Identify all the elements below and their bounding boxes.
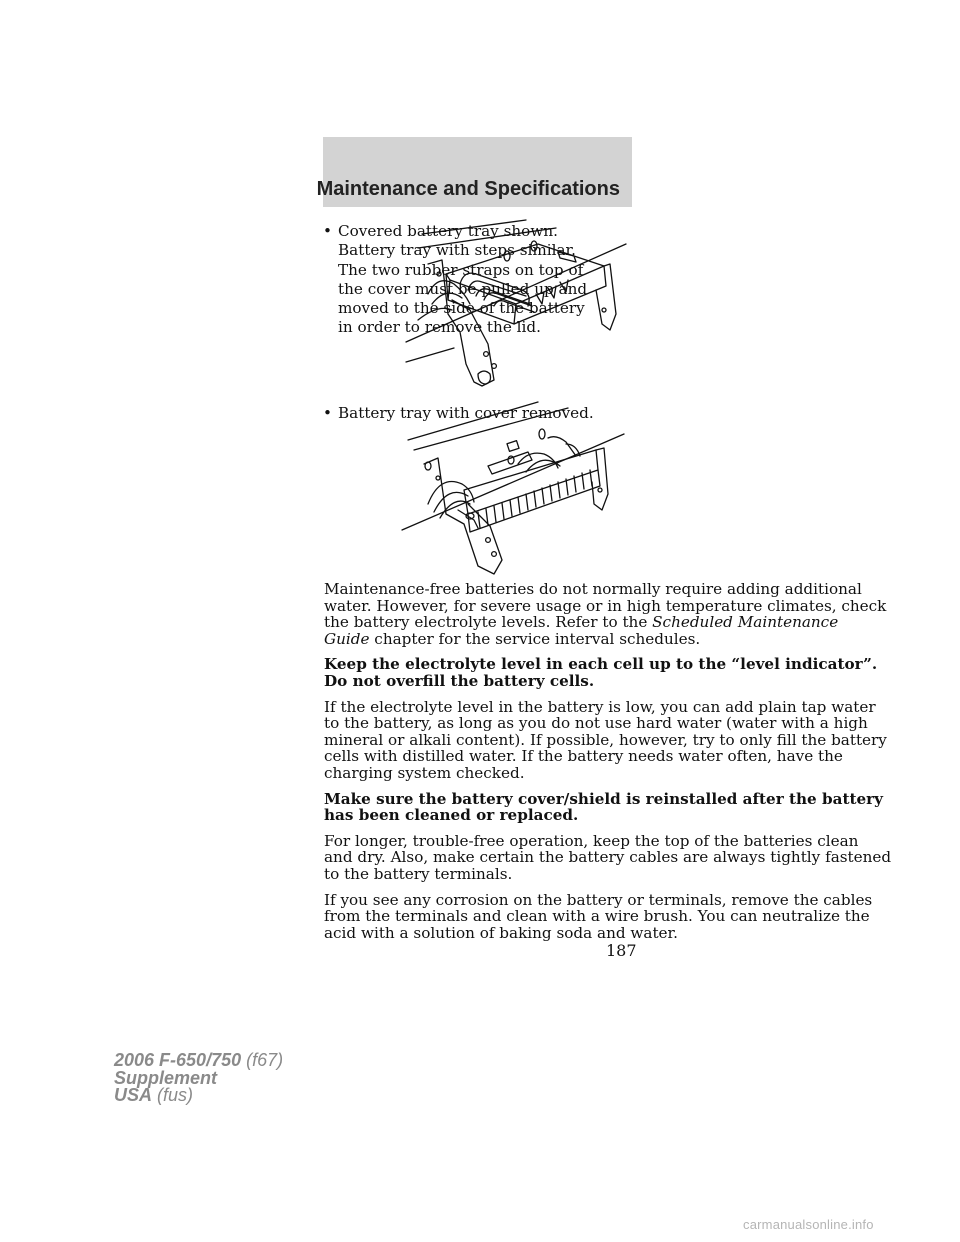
paragraph-keep-clean [324, 831, 892, 883]
text-line: acid with a solution of baking soda and water. [324, 923, 678, 942]
text-line: cells with distilled water. If the battery needs water often, have the [324, 747, 843, 766]
bullet-line: Battery tray with steps similar. [338, 241, 576, 260]
text-line: mineral or alkali content). If possible, however, try to only fill the battery [324, 730, 887, 749]
page-number: 187 [606, 941, 637, 960]
guide-reference: Guide [324, 629, 370, 648]
text-line: charging system checked. [324, 763, 525, 782]
footer-model-code: (f67) [241, 1050, 284, 1070]
text-line: Keep the electrolyte level in each cell up to the “level indicator”. [324, 655, 878, 674]
footer-region-code: (fus) [152, 1085, 194, 1105]
bullet-marker: • [323, 222, 332, 240]
bullet-line: Battery tray with cover removed. [338, 404, 594, 422]
paragraph-maintenance-free [324, 580, 887, 648]
text-line: If you see any corrosion on the battery or terminals, remove the cables [324, 890, 873, 909]
bullet-line: the cover must be pulled up and [338, 279, 588, 298]
footer-region: USA [114, 1085, 153, 1105]
document-footer [114, 1052, 283, 1105]
text-line [324, 629, 701, 648]
bullet-marker: • [323, 404, 332, 422]
footer-doc: Supplement [114, 1067, 218, 1088]
text-line: has been cleaned or replaced. [324, 806, 579, 825]
bullet-line: in order to remove the lid. [338, 318, 541, 337]
text-line: to the battery terminals. [324, 864, 513, 883]
text-line [324, 613, 839, 632]
body-text [324, 580, 892, 950]
footer-model-line [114, 1052, 283, 1070]
section-header-band [316, 137, 632, 207]
text-line: Make sure the battery cover/shield is reinstalled after the battery [324, 789, 883, 808]
text-line: Maintenance-free batteries do not normally require adding additional [324, 580, 862, 598]
bullet-line: moved to the side of the battery [338, 299, 585, 318]
guide-reference: Scheduled Maintenance [652, 613, 839, 632]
footer-region-line [114, 1087, 283, 1105]
paragraph-corrosion [324, 890, 873, 942]
text-line: from the terminals and clean with a wire brush. You can neutralize the [324, 907, 870, 926]
site-watermark: carmanualsonline.info [743, 1217, 874, 1232]
text-line: For longer, trouble-free operation, keep the top of the batteries clean [324, 831, 859, 850]
covered-battery-tray-illustration [398, 214, 634, 392]
paragraph-cover-reinstall-warning [324, 789, 883, 825]
text-run: chapter for the service interval schedules. [369, 629, 701, 648]
text-line: If the electrolyte level in the battery is low, you can add plain tap water [324, 697, 876, 716]
paragraph-low-electrolyte [324, 697, 887, 782]
bullet-line: Covered battery tray shown. [338, 222, 558, 240]
text-line: Do not overfill the battery cells. [324, 671, 595, 690]
paragraph-electrolyte-warning [324, 655, 878, 690]
bullet-line: The two rubber straps on top of [338, 260, 584, 279]
text-line: and dry. Also, make certain the battery cables are always tightly fastened [324, 848, 892, 867]
footer-model: 2006 F-650/750 [114, 1050, 242, 1070]
text-run: the battery electrolyte levels. Refer to the [324, 613, 653, 632]
text-line: to the battery, as long as you do not use hard water (water with a high [324, 714, 868, 733]
battery-tray-cover-removed-illustration [398, 394, 634, 578]
section-title: Maintenance and Specifications [316, 178, 620, 200]
text-line: water. However, for severe usage or in high temperature climates, check [324, 596, 887, 615]
